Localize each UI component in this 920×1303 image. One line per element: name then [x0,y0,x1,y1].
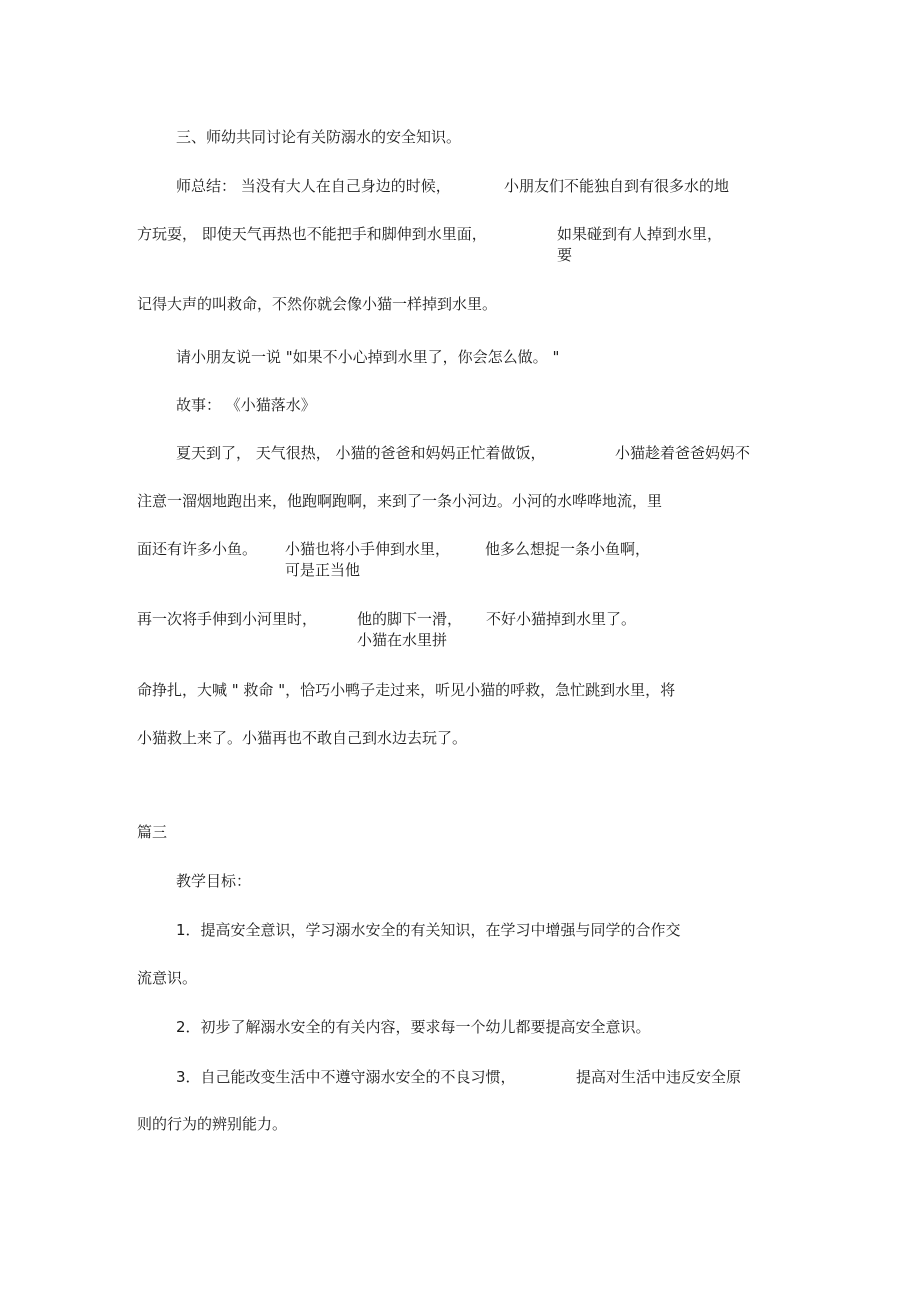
prompt-text: 请小朋友说一说 "如果不小心掉到水里了，你会怎么做。 " [176,348,560,366]
goal-item: 提高对生活中违反安全原 [576,1068,742,1086]
goals-label: 教学目标： [176,872,252,890]
story-title: 故事： 《小猫落水》 [176,396,316,414]
goal-item: 3．自己能改变生活中不遵守溺水安全的不良习惯， [176,1068,516,1086]
summary-text: 小朋友们不能独自到有很多水的地 [504,177,730,195]
goal-item: 则的行为的辨别能力。 [137,1115,288,1133]
story-text: 小猫也将小手伸到水里， [285,540,451,558]
story-text: 不好小猫掉到水里了。 [486,610,637,628]
story-text: 面还有许多小鱼。 [137,540,258,558]
goal-item: 2．初步了解溺水安全的有关内容，要求每一个幼儿都要提高安全意识。 [176,1018,651,1036]
story-text: 再一次将手伸到小河里时， [137,610,318,628]
story-text: 小猫救上来了。小猫再也不敢自己到水边去玩了。 [137,729,468,747]
section-heading: 篇三 [137,823,168,841]
story-text: 他多么想捉一条小鱼啊， [485,540,651,558]
story-text: 可是正当他 [285,561,361,579]
summary-text: 要 [557,246,573,264]
story-text: 小猫在水里拼 [357,631,448,649]
story-text: 注意一溜烟地跑出来，他跑啊跑啊，来到了一条小河边。小河的水哗哗地流，里 [137,492,663,510]
section-heading: 三、师幼共同讨论有关防溺水的安全知识。 [176,128,462,146]
summary-text: 如果碰到有人掉到水里， [557,225,723,243]
goal-item: 1．提高安全意识，学习溺水安全的有关知识，在学习中增强与同学的合作交 [176,921,681,939]
summary-text: 方玩耍， 即使天气再热也不能把手和脚伸到水里面， [137,225,487,243]
story-text: 小猫趁着爸爸妈妈不 [615,444,751,462]
summary-text: 记得大声的叫救命，不然你就会像小猫一样掉到水里。 [137,295,498,313]
story-text: 他的脚下一滑， [357,610,463,628]
summary-text: 师总结： 当没有大人在自己身边的时候， [176,177,451,195]
story-text: 命挣扎，大喊 " 救命 "，恰巧小鸭子走过来，听见小猫的呼救，急忙跳到水里，将 [137,681,676,699]
story-text: 夏天到了， 天气很热， 小猫的爸爸和妈妈正忙着做饭， [176,444,546,462]
goal-item: 流意识。 [137,969,198,987]
